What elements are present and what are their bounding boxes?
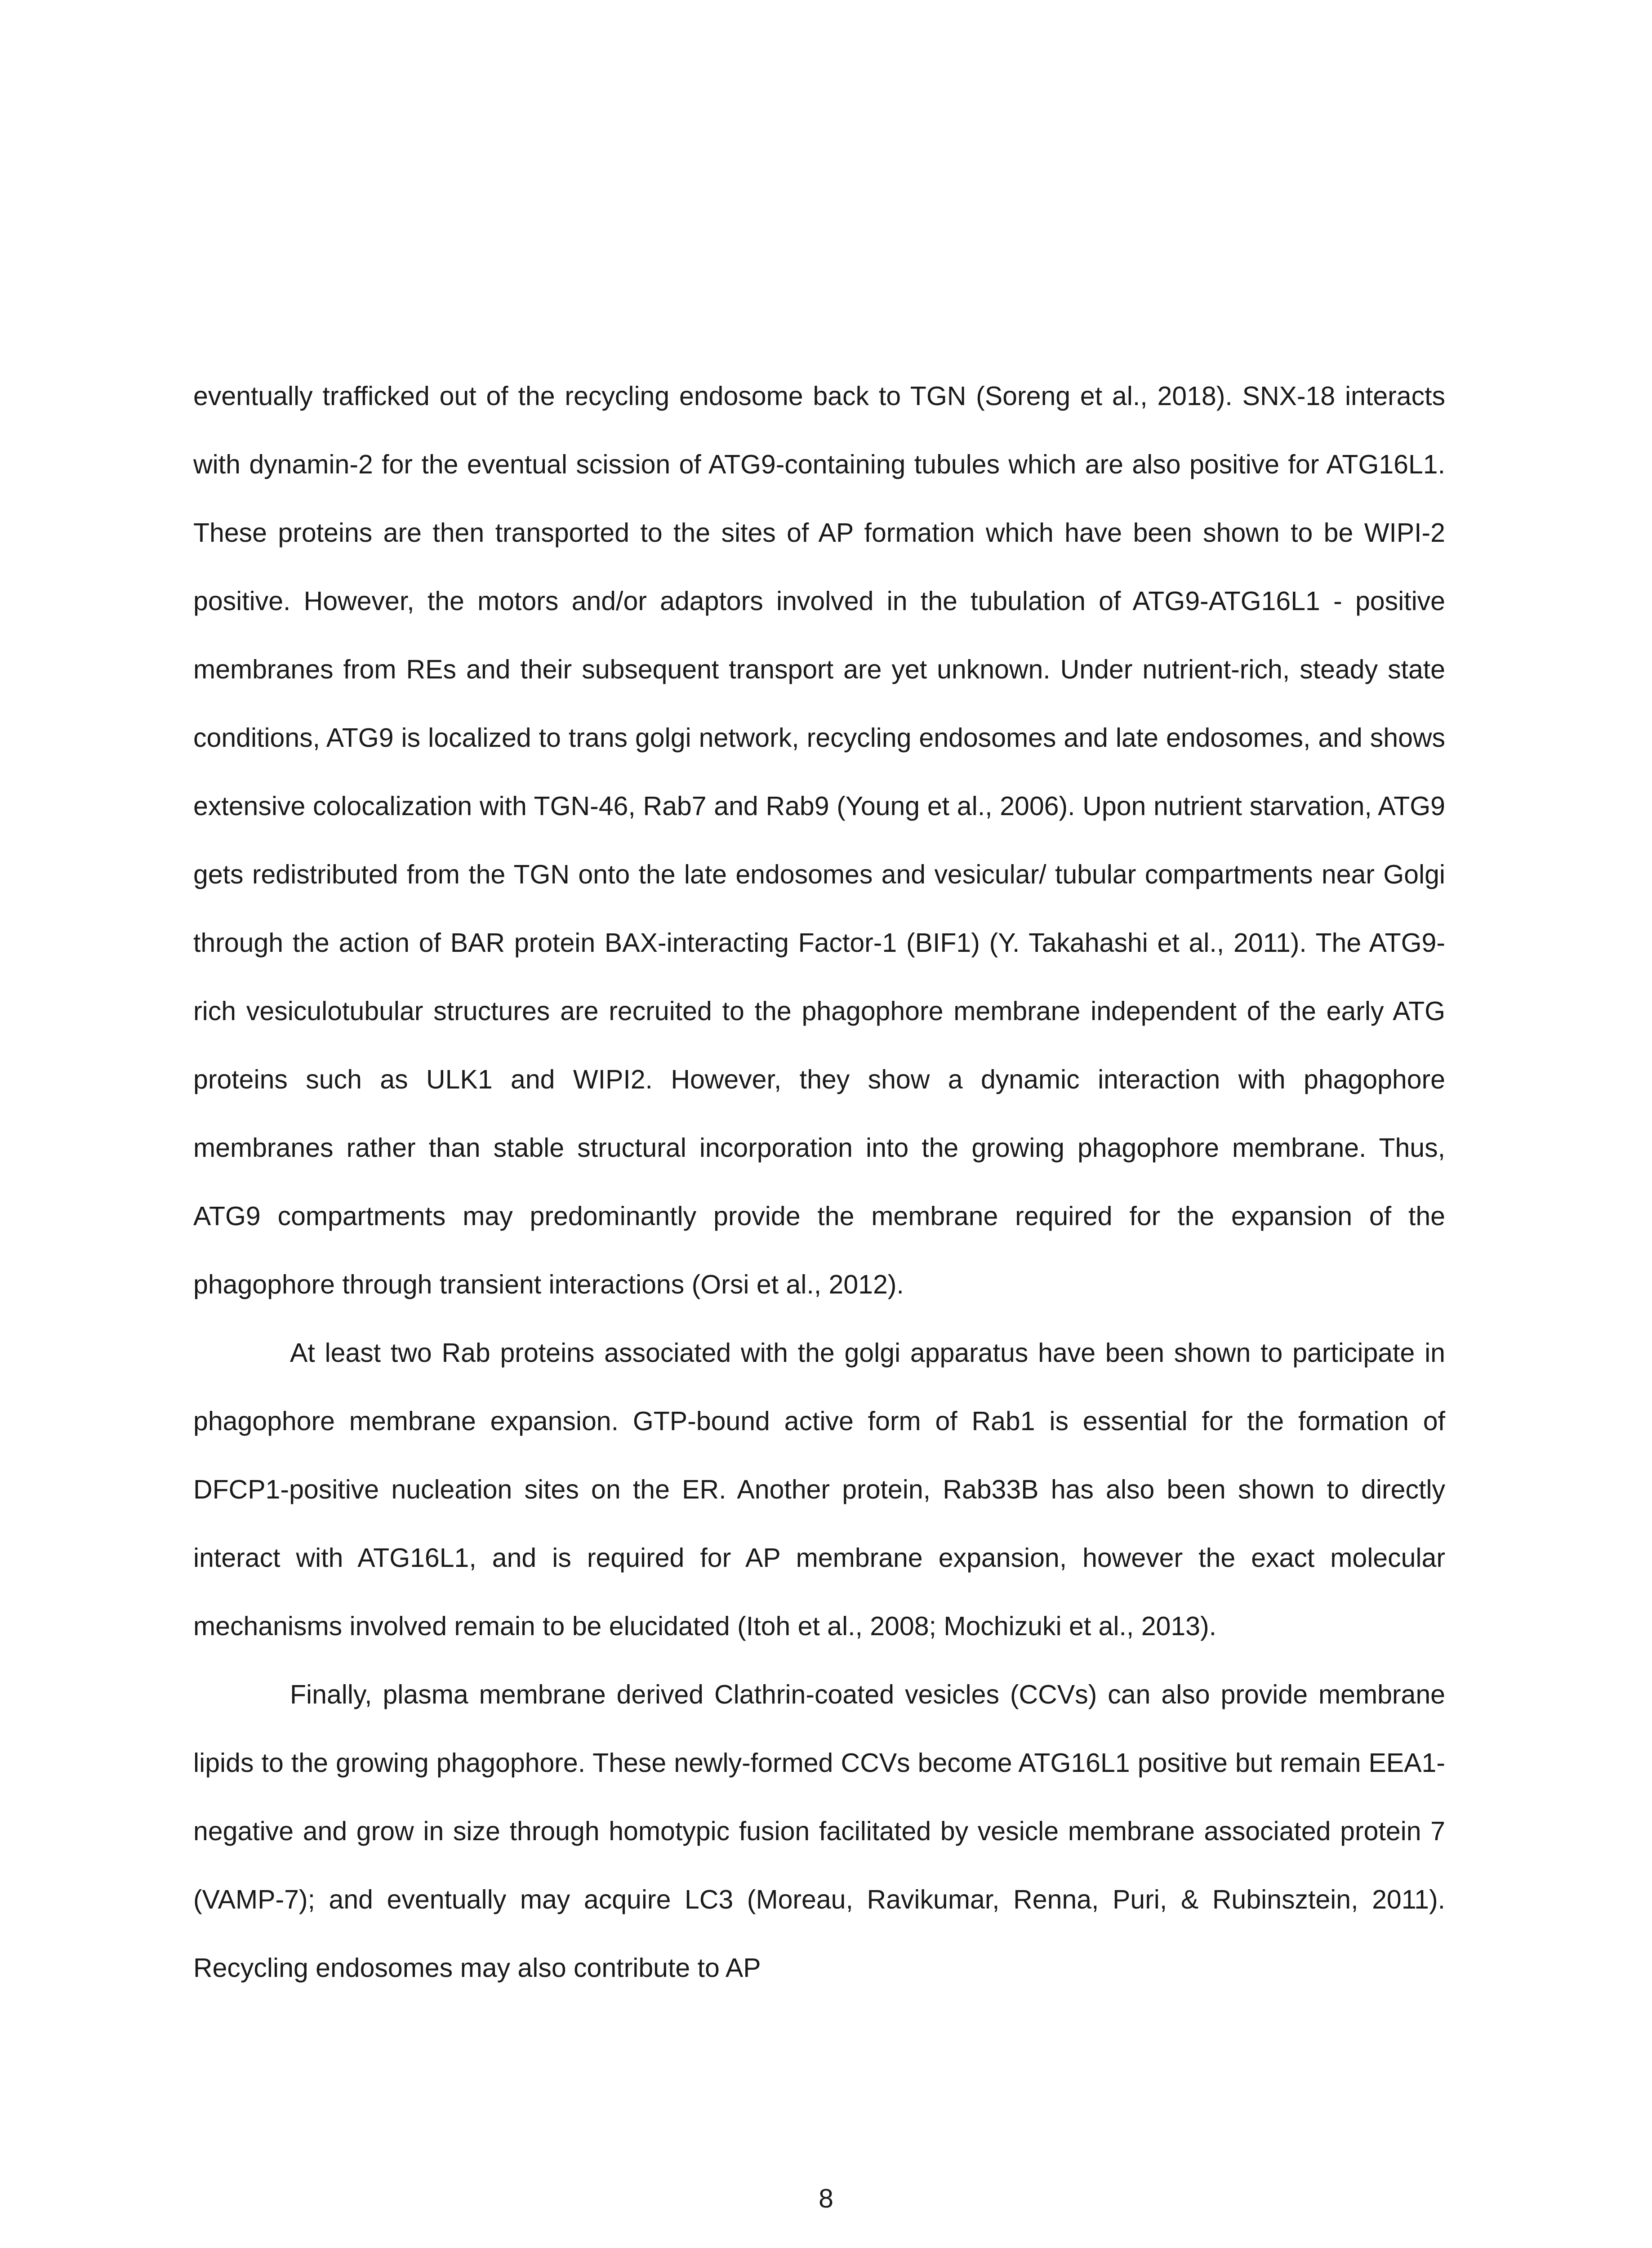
page-number: 8 xyxy=(819,2184,833,2213)
paragraph-rab-proteins: At least two Rab proteins associated with the golgi apparatus have been shown to participate in phagophore membrane expansion. GTP-bound active form of Rab1 is essential for the formation of DFCP1-positive nucleation sites on the ER. Another protein, Rab33B has also been shown to directly interact with ATG16L1, and is required for AP membrane expansion, however the exact molecular mechanisms involved remain to be elucidated (Itoh et al., 2008; Mochizuki et al., 2013). xyxy=(193,1338,1445,1641)
paragraph-clathrin-vesicles: Finally, plasma membrane derived Clathrin-coated vesicles (CCVs) can also provide membrane lipids to the growing phagophore. These newly-formed CCVs become ATG16L1 positive but remain EEA1-negative and grow in size through homotypic fusion facilitated by vesicle membrane associated protein 7 (VAMP-7); and eventually may acquire LC3 (Moreau, Ravikumar, Renna, Puri, & Rubinsztein, 2011). Recycling endosomes may also contribute to AP xyxy=(193,1680,1445,1983)
body-text xyxy=(193,362,1445,2002)
paragraph-continuation: eventually trafficked out of the recycling endosome back to TGN (Soreng et al., 2018). SNX-18 interacts with dynamin-2 for the eventual scission of ATG9-containing tubules which are also positive for ATG16L1. These proteins are then transported to the sites of AP formation which have been shown to be WIPI-2 positive. However, the motors and/or adaptors involved in the tubulation of ATG9-ATG16L1 - positive membranes from REs and their subsequent transport are yet unknown. Under nutrient-rich, steady state conditions, ATG9 is localized to trans golgi network, recycling endosomes and late endosomes, and shows extensive colocalization with TGN-46, Rab7 and Rab9 (Young et al., 2006). Upon nutrient starvation, ATG9 gets redistributed from the TGN onto the late endosomes and vesicular/ tubular compartments near Golgi through the action of BAR protein BAX-interacting Factor-1 (BIF1) (Y. Takahashi et al., 2011). The ATG9-rich vesiculotubular structures are recruited to the phagophore membrane independent of the early ATG proteins such as ULK1 and WIPI2. However, they show a dynamic interaction with phagophore membranes rather than stable structural incorporation into the growing phagophore membrane. Thus, ATG9 compartments may predominantly provide the membrane required for the expansion of the phagophore through transient interactions (Orsi et al., 2012). xyxy=(193,381,1445,1299)
